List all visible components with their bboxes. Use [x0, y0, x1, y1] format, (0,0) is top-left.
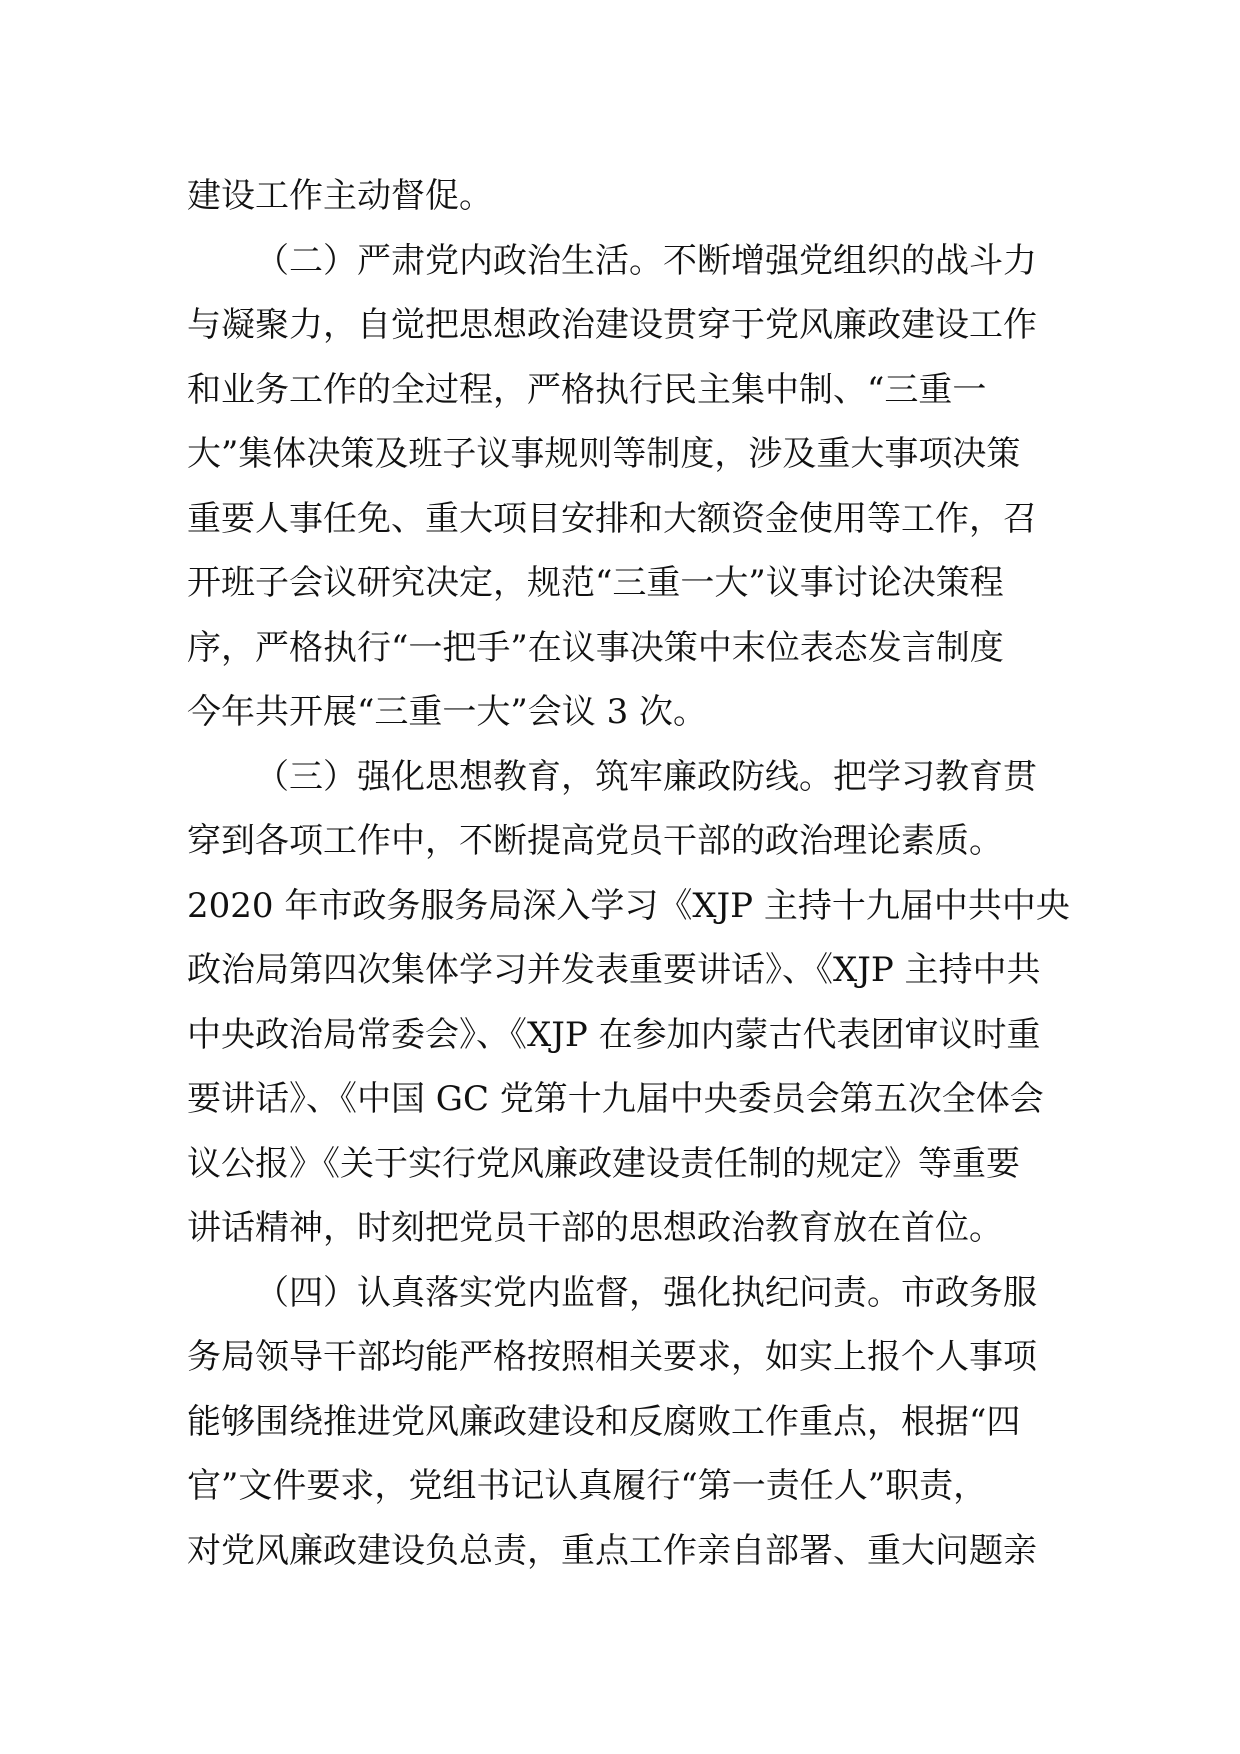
document-body — [187, 164, 1070, 1583]
text-line-2: （二）严肃党内政治生活。不断增强党组织的战斗力 — [255, 240, 1037, 281]
text-line-10: （三）强化思想教育，筑牢廉政防线。把学习教育贯 — [255, 756, 1037, 797]
text-line-22: 对党风廉政建设负总责，重点工作亲自部署、重大问题亲 — [187, 1530, 1037, 1571]
text-line-11: 穿到各项工作中，不断提高党员干部的政治理论素质。 — [187, 821, 1003, 861]
text-line-5: 大”集体决策及班子议事规则等制度，涉及重大事项决策 — [187, 434, 1021, 474]
text-line-14: 中央政治局常委会》、《XJP 在参加内蒙古代表团审议时重 — [187, 1014, 1041, 1055]
text-line-4: 和业务工作的全过程，严格执行民主集中制、“三重一 — [187, 369, 987, 410]
text-line-3: 与凝聚力，自觉把思想政治建设贯穿于党风廉政建设工作 — [187, 305, 1037, 345]
text-line-9: 今年共开展“三重一大”会议 3 次。 — [187, 692, 708, 732]
text-line-13: 政治局第四次集体学习并发表重要讲话》、《XJP 主持中共 — [187, 950, 1041, 990]
text-line-20: 能够围绕推进党风廉政建设和反腐败工作重点，根据“四 — [187, 1401, 1021, 1442]
text-line-19: 务局领导干部均能严格按照相关要求，如实上报个人事项 — [187, 1337, 1037, 1377]
text-line-1: 建设工作主动督促。 — [187, 176, 493, 216]
text-line-16: 议公报》《关于实行党风廉政建设责任制的规定》等重要 — [187, 1143, 1020, 1184]
text-line-12: 2020 年市政务服务局深入学习《XJP 主持十九届中共中央 — [187, 885, 1070, 926]
text-line-17: 讲话精神，时刻把党员干部的思想政治教育放在首位。 — [187, 1208, 1003, 1248]
text-line-8: 序，严格执行“一把手”在议事决策中末位表态发言制度 — [187, 627, 1004, 668]
text-line-7: 开班子会议研究决定，规范“三重一大”议事讨论决策程 — [187, 563, 1004, 603]
text-line-21: 官”文件要求，党组书记认真履行“第一责任人”职责， — [187, 1466, 988, 1506]
text-line-15: 要讲话》、《中国 GC 党第十九届中央委员会第五次全体会 — [187, 1079, 1044, 1119]
text-line-6: 重要人事任免、重大项目安排和大额资金使用等工作，召 — [187, 498, 1037, 539]
text-line-18: （四）认真落实党内监督，强化执纪问责。市政务服 — [255, 1272, 1037, 1313]
